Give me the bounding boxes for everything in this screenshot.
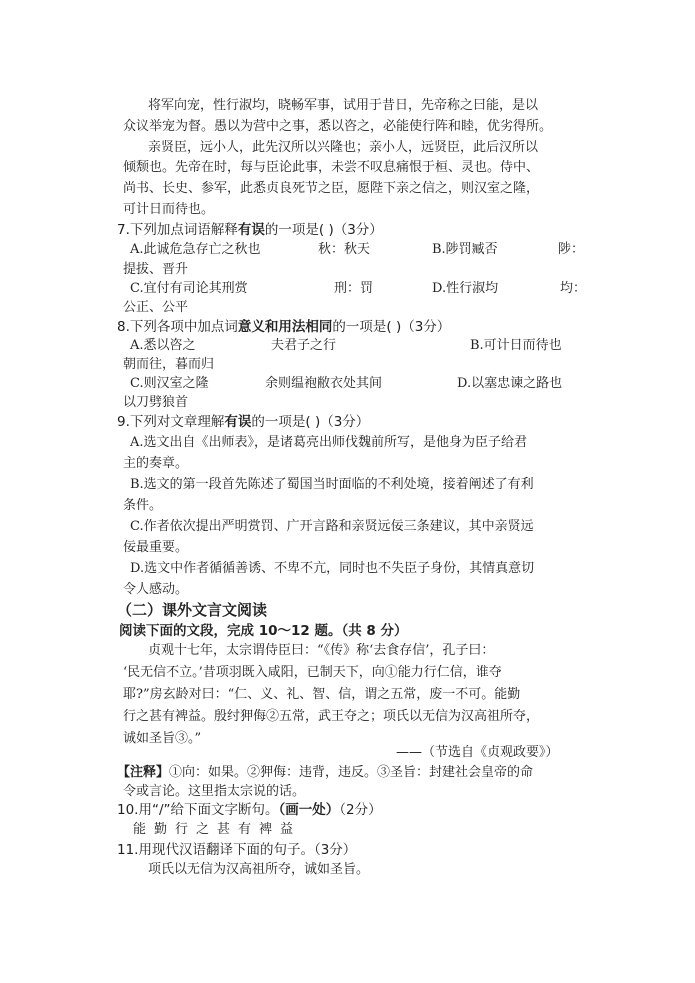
q11-sentence: 项氏以无信为汉高祖所夺，诚如圣旨。 [148, 862, 370, 877]
q9-stem-emphasis: 有误 [224, 414, 252, 430]
annotation-label: 【注释】 [117, 765, 170, 780]
q8-option-b-compare: 朝而往，暮而归 [123, 357, 215, 372]
q8-stem-emphasis: 意义和用法相同 [237, 319, 333, 335]
annotation-line-2: 令或言论。这里指太宗说的话。 [123, 784, 306, 799]
q8-option-b: B.可计日而待也 [470, 338, 562, 353]
q10-stem-emphasis: （画一处） [278, 802, 340, 818]
q8-option-c: C.则汉室之隆 [130, 376, 209, 391]
q10-stem [117, 801, 382, 819]
q9-option-d-line-1: D.选文中作者循循善诱、不卑不亢，同时也不失臣子身份，其情真意切 [130, 561, 535, 576]
passage2-source: ——（节选自《贞观政要》） [396, 745, 559, 760]
q8-option-d: D.以塞忠谏之路也 [457, 376, 563, 391]
q9-option-b-line-2: 条件。 [123, 498, 163, 513]
q8-option-a: A.悉以咨之 [130, 338, 196, 353]
annotation-line-1 [117, 764, 533, 782]
q7-option-d-gloss-cont: 公正、公平 [123, 300, 189, 315]
passage2-line-5: 诚如圣旨③。” [123, 731, 202, 746]
q9-option-a-line-2: 主的奏章。 [123, 456, 189, 471]
q10-sentence: 能勤行之甚有裨益 [133, 822, 302, 837]
q7-stem-tail: 的一项是( )（3分） [264, 222, 383, 238]
section-2-instruction: 阅读下面的文段，完成 10～12 题。（共 8 分） [119, 623, 408, 639]
passage1-line-6: 可计日而待也。 [123, 202, 215, 217]
passage1-line-2: 众议举宠为督。愚以为营中之事，悉以咨之，必能使行阵和睦，优劣得所。 [123, 119, 553, 134]
passage1-line-4: 倾颓也。先帝在时，每与臣论此事，未尝不叹息痛恨于桓、灵也。侍中、 [123, 160, 540, 175]
q7-option-d: D.性行淑均 [432, 281, 499, 296]
q9-stem-text: 9.下列对文章理解 [117, 414, 225, 430]
section-2-title: （二）课外文言文阅读 [117, 601, 268, 619]
q10-stem-tail: （2分） [339, 802, 382, 818]
q9-option-b-line-1: B.选文的第一段首先陈述了蜀国当时面临的不利处境，接着阐述了有利 [130, 477, 534, 492]
q8-option-d-compare: 以刀劈狼首 [123, 395, 189, 410]
passage2-line-4: 行之甚有裨益。殷纣狎侮②五常，武王夺之；项氏以无信为汉高祖所夺， [123, 709, 540, 724]
q10-stem-text: 10.用“/”给下面文字断句。 [117, 802, 279, 818]
q7-stem-text: 7.下列加点词语解释 [117, 222, 238, 238]
q9-stem [117, 413, 369, 431]
q11-stem: 11.用现代汉语翻译下面的句子。（3分） [117, 842, 357, 858]
q7-option-d-gloss: 均： [560, 281, 587, 296]
q7-stem [117, 221, 383, 239]
q7-option-b-gloss-cont: 提拔、晋升 [123, 262, 189, 277]
q7-option-c-gloss: 刑：罚 [334, 281, 374, 296]
passage1-line-5: 尚书、长史、参军，此悉贞良死节之臣，愿陛下亲之信之，则汉室之隆， [123, 181, 540, 196]
q9-option-c-line-2: 佞最重要。 [123, 540, 189, 555]
q7-option-b: B.陟罚臧否 [432, 242, 498, 257]
q7-option-c: C.宜付有司论其刑赏 [130, 281, 248, 296]
annotation-text: ①向：如果。②狎侮：违背，违反。③圣旨：封建社会皇帝的命 [169, 765, 534, 780]
passage2-line-1: 贞观十七年，太宗谓侍臣曰：“《传》称‘去食存信’，孔子曰： [148, 643, 495, 658]
passage2-line-2: ‘民无信不立。’昔项羽既入咸阳，已制天下，向①能力行仁信，谁夺 [123, 665, 502, 680]
q8-stem-text: 8.下列各项中加点词 [117, 319, 238, 335]
q8-option-c-compare: 余则缊袍敝衣处其间 [265, 376, 383, 391]
q7-option-b-gloss: 陟： [558, 242, 585, 257]
q8-option-a-compare: 夫君子之行 [271, 338, 337, 353]
passage1-line-1: 将军向宠，性行淑均，晓畅军事，试用于昔日，先帝称之曰能，是以 [148, 98, 539, 113]
q7-stem-emphasis: 有误 [237, 222, 265, 238]
passage1-line-3: 亲贤臣，远小人，此先汉所以兴隆也；亲小人，远贤臣，此后汉所以 [148, 140, 539, 155]
q9-stem-tail: 的一项是( )（3分） [251, 414, 370, 430]
q7-option-a-gloss: 秋：秋天 [318, 242, 371, 257]
q8-stem [117, 318, 450, 336]
q9-option-c-line-1: C.作者依次提出严明赏罚、广开言路和亲贤远佞三条建议，其中亲贤远 [130, 519, 534, 534]
q9-option-a-line-1: A.选文出自《出师表》，是诸葛亮出师伐魏前所写，是他身为臣子给君 [130, 435, 528, 450]
passage2-line-3: 耶?”房玄龄对曰：“仁、义、礼、智、信，谓之五常，废一不可。能勤 [123, 687, 521, 702]
q7-option-a: A.此诚危急存亡之秋也 [130, 242, 261, 257]
q9-option-d-line-2: 令人感动。 [123, 582, 189, 597]
q8-stem-tail: 的一项是( )（3分） [332, 319, 451, 335]
